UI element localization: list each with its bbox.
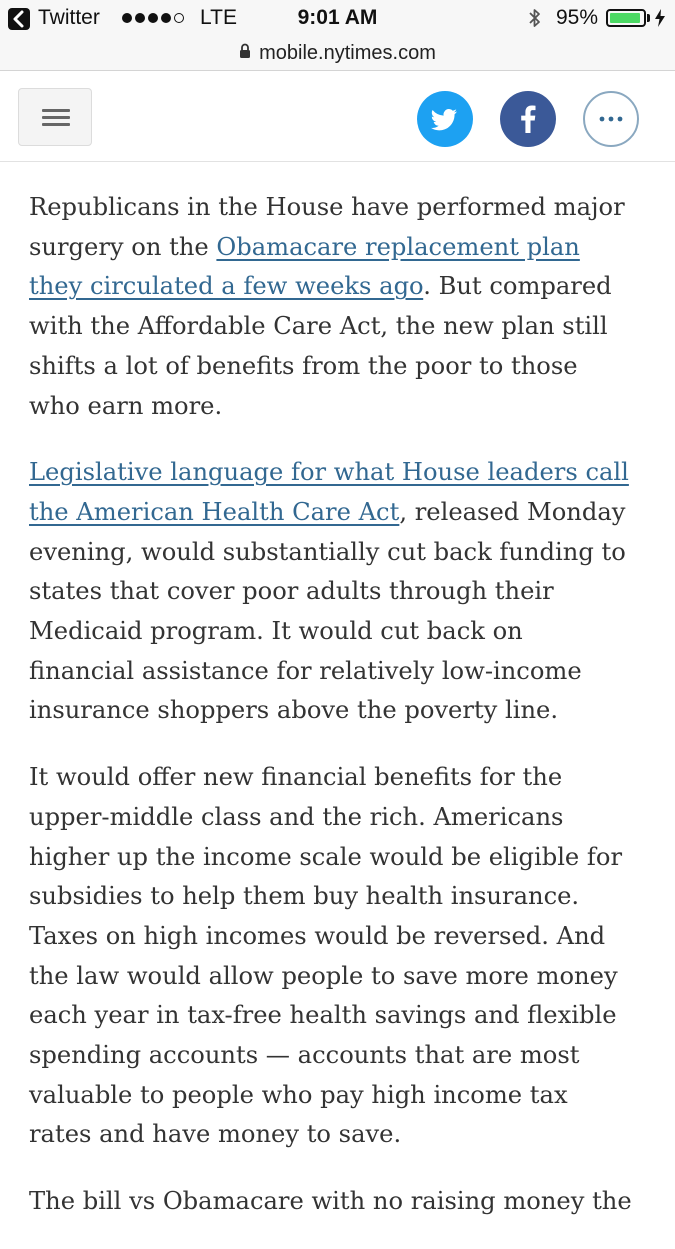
article-line: who earn more. [29, 391, 223, 420]
article-line: insurance shoppers above the poverty line. [29, 696, 559, 725]
status-time: 9:01 AM [297, 6, 378, 29]
battery-percent: 95% [556, 6, 599, 29]
twitter-icon [417, 91, 473, 147]
share-more-button[interactable] [583, 91, 639, 147]
share-twitter-button[interactable] [417, 91, 473, 147]
url-text[interactable]: mobile.nytimes.com [259, 41, 436, 64]
article-line: Taxes on high incomes would be reversed. And [29, 921, 606, 950]
article-line: states that cover poor adults through their [29, 577, 554, 606]
article-line: with the Affordable Care Act, the new plan still [29, 312, 608, 341]
more-icon [585, 93, 637, 145]
article-line: Republicans in the House have performed major [29, 193, 625, 221]
status-bar [0, 0, 675, 36]
article-line: shifts a lot of benefits from the poor to those [29, 351, 578, 380]
article-paragraph-3 [29, 758, 654, 1155]
article-line: rates and have money to save. [29, 1120, 402, 1149]
article-line: subsidies to help them buy health insurance. [29, 882, 580, 911]
site-header [0, 71, 675, 162]
battery-tip [647, 14, 650, 22]
article-line: valuable to people who pay high income tax [29, 1080, 568, 1109]
article-line: each year in tax-free health savings and flexible [29, 1001, 617, 1030]
article-text: . But compared [423, 272, 612, 301]
article-paragraph-2 [29, 453, 654, 731]
address-bar[interactable] [0, 36, 675, 71]
article-line: The bill vs Obamacare with no raising money the [29, 1187, 632, 1216]
menu-button[interactable] [18, 88, 92, 146]
article-line: spending accounts — accounts that are most [29, 1041, 580, 1070]
bluetooth-icon [528, 7, 542, 35]
article-text: , released Monday [399, 497, 626, 526]
article-line: Medicaid program. It would cut back on [29, 617, 523, 646]
article-line: financial assistance for relatively low-income [29, 656, 582, 685]
battery-icon [606, 9, 646, 27]
article-line: evening, would substantially cut back funding to [29, 537, 626, 566]
share-facebook-button[interactable] [500, 91, 556, 147]
back-to-app-label[interactable]: Twitter [38, 6, 100, 29]
article-paragraph-4 [29, 1182, 654, 1222]
battery-level-fill [610, 13, 640, 23]
facebook-icon [500, 91, 556, 147]
article-paragraph-1 [29, 188, 654, 426]
network-type: LTE [200, 6, 237, 29]
legislative-language-link[interactable]: Legislative language for what House leaders call [29, 458, 629, 487]
american-health-care-act-link[interactable]: the American Health Care Act [29, 497, 400, 526]
article-line: upper-middle class and the rich. Americans [29, 802, 564, 831]
article-line: It would offer new financial benefits for the [29, 763, 563, 792]
article-body [29, 188, 654, 1249]
article-text: surgery on the [29, 232, 217, 261]
article-line: higher up the income scale would be eligible for [29, 842, 623, 871]
obamacare-replacement-plan-link-cont[interactable]: they circulated a few weeks ago [29, 272, 424, 301]
lock-icon [239, 42, 251, 65]
charging-bolt-icon [654, 8, 666, 34]
obamacare-replacement-plan-link[interactable]: Obamacare replacement plan [216, 232, 580, 261]
article-line: the law would allow people to save more money [29, 961, 618, 990]
